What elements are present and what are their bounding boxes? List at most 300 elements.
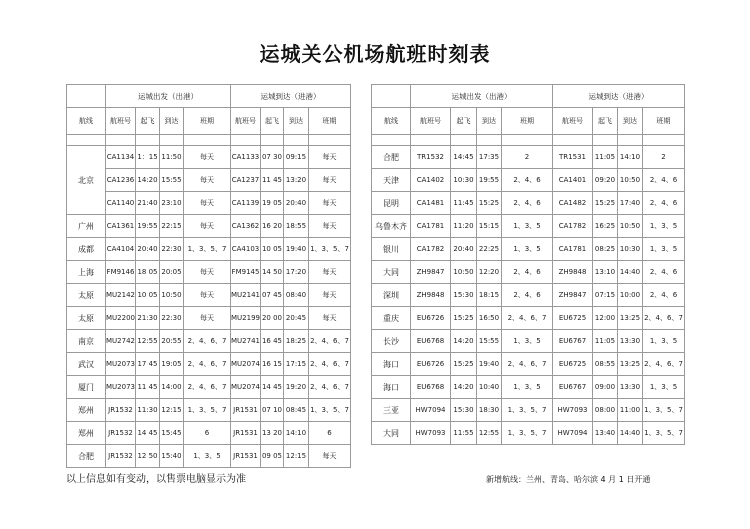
dep-flight-cell: EU6768 (411, 376, 451, 399)
dep-take-cell: 14:20 (451, 330, 477, 353)
dep-days-cell: 1、3、5 (502, 215, 553, 238)
dep-land-cell: 10:40 (477, 376, 502, 399)
dep-flight-cell: ZH9847 (411, 261, 451, 284)
page-title: 运城关公机场航班时刻表 (259, 42, 491, 66)
arrival-group-header: 运城到达（进港） (231, 85, 351, 108)
dep-take-cell: 11:30 (136, 399, 160, 422)
dep-flight-cell: CA1481 (411, 192, 451, 215)
arr-land-cell: 18:55 (284, 215, 309, 238)
dep-days-cell: 每天 (184, 192, 231, 215)
left-schedule-table (66, 84, 351, 468)
column-header-row (372, 108, 685, 135)
dep-take-cell: 15:25 (451, 307, 477, 330)
route-city: 郑州 (67, 399, 106, 422)
dep-flight-cell: MU2142 (106, 284, 136, 307)
arr-flight-cell: JR1531 (231, 399, 261, 422)
table-row (67, 192, 351, 215)
arr-take-cell: 19 05 (261, 192, 284, 215)
table-row (67, 330, 351, 353)
dep-days-cell: 2、4、6、7 (184, 376, 231, 399)
route-city: 长沙 (372, 330, 411, 353)
departure-group-header: 运城出发（出港） (411, 85, 553, 108)
dep-days-cell: 6 (184, 422, 231, 445)
dep-flight-cell: TR1532 (411, 146, 451, 169)
dep-land-cell: 15:40 (160, 445, 184, 468)
dep-land-cell: 15:55 (477, 330, 502, 353)
arr-land-cell: 17:15 (284, 353, 309, 376)
route-city: 上海 (67, 261, 106, 284)
dep-flight-cell: JR1532 (106, 422, 136, 445)
table-row (372, 330, 685, 353)
dep-land-cell: 20:05 (160, 261, 184, 284)
route-city: 海口 (372, 376, 411, 399)
dep-take-cell: 10:50 (451, 261, 477, 284)
column-header-arr-flight: 航班号 (553, 108, 593, 135)
arr-take-cell: 14 50 (261, 261, 284, 284)
spacer-cell (618, 135, 643, 146)
arr-flight-cell: ZH9847 (553, 284, 593, 307)
table-row (67, 422, 351, 445)
dep-days-cell: 每天 (184, 307, 231, 330)
arr-land-cell: 19:40 (284, 238, 309, 261)
arr-flight-cell: EU6767 (553, 330, 593, 353)
arr-take-cell: 09:00 (593, 376, 618, 399)
dep-land-cell: 19:40 (477, 353, 502, 376)
arr-flight-cell: CA1139 (231, 192, 261, 215)
table-row (372, 146, 685, 169)
arr-take-cell: 10 05 (261, 238, 284, 261)
dep-take-cell: 17 45 (136, 353, 160, 376)
arr-days-cell: 每天 (309, 169, 351, 192)
column-header-city: 航线 (372, 108, 411, 135)
table-row (372, 376, 685, 399)
arr-flight-cell: JR1531 (231, 445, 261, 468)
arr-land-cell: 08:45 (284, 399, 309, 422)
dep-days-cell: 每天 (184, 169, 231, 192)
dep-land-cell: 22:15 (160, 215, 184, 238)
dep-land-cell: 12:20 (477, 261, 502, 284)
arr-flight-cell: CA1362 (231, 215, 261, 238)
arr-days-cell: 2、4、6、7 (309, 376, 351, 399)
dep-flight-cell: JR1532 (106, 399, 136, 422)
arr-days-cell: 2、4、6、7 (309, 330, 351, 353)
dep-days-cell: 1、3、5、7 (184, 399, 231, 422)
arr-days-cell: 每天 (309, 146, 351, 169)
column-header-city: 航线 (67, 108, 106, 135)
table-row (67, 284, 351, 307)
route-city: 太原 (67, 307, 106, 330)
dep-days-cell: 2、4、6 (502, 192, 553, 215)
dep-take-cell: 12 50 (136, 445, 160, 468)
arr-land-cell: 17:20 (284, 261, 309, 284)
arr-flight-cell: EU6725 (553, 353, 593, 376)
dep-take-cell: 10:30 (451, 169, 477, 192)
header-spacer (67, 85, 106, 108)
route-city: 大同 (372, 261, 411, 284)
dep-flight-cell: CA1134 (106, 146, 136, 169)
dep-flight-cell: CA4104 (106, 238, 136, 261)
dep-land-cell: 22:30 (160, 238, 184, 261)
arr-days-cell: 1、3、5、7 (643, 399, 685, 422)
spacer-cell (106, 135, 136, 146)
dep-take-cell: 1：15 (136, 146, 160, 169)
table-row (67, 399, 351, 422)
arr-days-cell: 2、4、6 (643, 284, 685, 307)
dep-land-cell: 10:50 (160, 284, 184, 307)
route-city: 海口 (372, 353, 411, 376)
arr-days-cell: 2、4、6、7 (309, 353, 351, 376)
arr-flight-cell: CA1482 (553, 192, 593, 215)
arr-take-cell: 13 20 (261, 422, 284, 445)
table-row (372, 215, 685, 238)
dep-land-cell: 22:25 (477, 238, 502, 261)
arr-land-cell: 19:20 (284, 376, 309, 399)
route-city: 北京 (67, 146, 106, 215)
column-header-dep-days: 班期 (502, 108, 553, 135)
dep-days-cell: 1、3、5、7 (502, 422, 553, 445)
dep-days-cell: 2 (502, 146, 553, 169)
dep-land-cell: 17:35 (477, 146, 502, 169)
footer-note: 以上信息如有变动，以售票电脑显示为准 (66, 474, 246, 485)
dep-days-cell: 2、4、6、7 (502, 307, 553, 330)
spacer-row (372, 135, 685, 146)
table-row (67, 261, 351, 284)
dep-flight-cell: EU6726 (411, 307, 451, 330)
arr-days-cell: 1、3、5 (643, 238, 685, 261)
dep-flight-cell: EU6726 (411, 353, 451, 376)
dep-take-cell: 15:30 (451, 399, 477, 422)
arr-days-cell: 每天 (309, 307, 351, 330)
dep-land-cell: 12:15 (160, 399, 184, 422)
arr-flight-cell: TR1531 (553, 146, 593, 169)
arr-take-cell: 08:25 (593, 238, 618, 261)
dep-land-cell: 18:30 (477, 399, 502, 422)
arr-land-cell: 14:10 (618, 146, 643, 169)
arr-flight-cell: MU2199 (231, 307, 261, 330)
arr-days-cell: 6 (309, 422, 351, 445)
column-header-arr-flight: 航班号 (231, 108, 261, 135)
dep-flight-cell: MU2073 (106, 353, 136, 376)
column-header-row (67, 108, 351, 135)
arr-take-cell: 07:15 (593, 284, 618, 307)
table-row (372, 399, 685, 422)
arr-land-cell: 20:45 (284, 307, 309, 330)
dep-flight-cell: CA1781 (411, 215, 451, 238)
dep-land-cell: 15:25 (477, 192, 502, 215)
dep-days-cell: 1、3、5、7 (184, 238, 231, 261)
arr-take-cell: 11:05 (593, 146, 618, 169)
arr-take-cell: 16 15 (261, 353, 284, 376)
dep-take-cell: 21:30 (136, 307, 160, 330)
arr-take-cell: 11 45 (261, 169, 284, 192)
header-spacer (372, 85, 411, 108)
table-row (372, 422, 685, 445)
route-city: 重庆 (372, 307, 411, 330)
column-header-dep-flight: 航班号 (106, 108, 136, 135)
arr-days-cell: 每天 (309, 192, 351, 215)
spacer-cell (136, 135, 160, 146)
spacer-cell (553, 135, 593, 146)
arr-take-cell: 07 10 (261, 399, 284, 422)
arr-land-cell: 13:20 (284, 169, 309, 192)
dep-take-cell: 11:45 (451, 192, 477, 215)
arr-flight-cell: CA1133 (231, 146, 261, 169)
right-schedule-table (371, 84, 685, 445)
arr-land-cell: 20:40 (284, 192, 309, 215)
dep-flight-cell: EU6768 (411, 330, 451, 353)
spacer-cell (372, 135, 411, 146)
column-header-arr-days: 班期 (309, 108, 351, 135)
dep-flight-cell: HW7094 (411, 399, 451, 422)
table-row (372, 261, 685, 284)
dep-land-cell: 11:50 (160, 146, 184, 169)
dep-take-cell: 21:40 (136, 192, 160, 215)
spacer-cell (309, 135, 351, 146)
arr-flight-cell: JR1531 (231, 422, 261, 445)
arr-days-cell: 2、4、6、7 (643, 307, 685, 330)
dep-flight-cell: FM9146 (106, 261, 136, 284)
spacer-cell (184, 135, 231, 146)
dep-land-cell: 19:05 (160, 353, 184, 376)
spacer-cell (502, 135, 553, 146)
arr-land-cell: 10:00 (618, 284, 643, 307)
table-row (67, 376, 351, 399)
dep-days-cell: 1、3、5 (502, 376, 553, 399)
arr-flight-cell: EU6725 (553, 307, 593, 330)
dep-flight-cell: MU2200 (106, 307, 136, 330)
column-header-dep-land: 到达 (160, 108, 184, 135)
route-city: 合肥 (67, 445, 106, 468)
column-header-dep-take: 起飞 (136, 108, 160, 135)
spacer-row (67, 135, 351, 146)
arr-days-cell: 1、3、5、7 (309, 238, 351, 261)
dep-flight-cell: JR1532 (106, 445, 136, 468)
arr-days-cell: 1、3、5 (643, 330, 685, 353)
dep-days-cell: 每天 (184, 261, 231, 284)
dep-days-cell: 2、4、6、7 (184, 330, 231, 353)
dep-flight-cell: MU2742 (106, 330, 136, 353)
arr-flight-cell: CA1401 (553, 169, 593, 192)
arr-days-cell: 每天 (309, 284, 351, 307)
dep-land-cell: 23:10 (160, 192, 184, 215)
table-row (67, 169, 351, 192)
dep-land-cell: 22:30 (160, 307, 184, 330)
arr-days-cell: 2、4、6、7 (643, 353, 685, 376)
column-header-arr-days: 班期 (643, 108, 685, 135)
table-row (372, 307, 685, 330)
dep-take-cell: 14 45 (136, 422, 160, 445)
route-city: 郑州 (67, 422, 106, 445)
table-row (372, 169, 685, 192)
arr-land-cell: 13:25 (618, 353, 643, 376)
arr-take-cell: 08:00 (593, 399, 618, 422)
arr-take-cell: 12:00 (593, 307, 618, 330)
route-city: 天津 (372, 169, 411, 192)
dep-days-cell: 每天 (184, 146, 231, 169)
column-header-arr-land: 到达 (284, 108, 309, 135)
dep-take-cell: 20:40 (136, 238, 160, 261)
arr-flight-cell: ZH9848 (553, 261, 593, 284)
dep-flight-cell: ZH9848 (411, 284, 451, 307)
arr-land-cell: 17:40 (618, 192, 643, 215)
arr-take-cell: 08:55 (593, 353, 618, 376)
arr-days-cell: 1、3、5 (643, 215, 685, 238)
arr-land-cell: 14:40 (618, 261, 643, 284)
dep-take-cell: 14:20 (136, 169, 160, 192)
dep-days-cell: 1、3、5 (502, 238, 553, 261)
table-row (372, 353, 685, 376)
arr-take-cell: 13:40 (593, 422, 618, 445)
arr-land-cell: 10:50 (618, 169, 643, 192)
route-city: 厦门 (67, 376, 106, 399)
arr-flight-cell: FM9145 (231, 261, 261, 284)
dep-days-cell: 2、4、6、7 (502, 353, 553, 376)
arr-days-cell: 2 (643, 146, 685, 169)
route-city: 乌鲁木齐 (372, 215, 411, 238)
dep-flight-cell: CA1361 (106, 215, 136, 238)
arr-flight-cell: MU2074 (231, 376, 261, 399)
dep-take-cell: 20:40 (451, 238, 477, 261)
spacer-cell (261, 135, 284, 146)
spacer-cell (284, 135, 309, 146)
arr-days-cell: 2、4、6 (643, 169, 685, 192)
dep-land-cell: 15:45 (160, 422, 184, 445)
dep-flight-cell: CA1402 (411, 169, 451, 192)
arr-days-cell: 1、3、5、7 (309, 399, 351, 422)
dep-days-cell: 每天 (184, 215, 231, 238)
column-header-dep-take: 起飞 (451, 108, 477, 135)
arr-flight-cell: HW7094 (553, 422, 593, 445)
dep-take-cell: 12:55 (136, 330, 160, 353)
arr-flight-cell: CA1781 (553, 238, 593, 261)
arr-take-cell: 13:10 (593, 261, 618, 284)
arr-take-cell: 14 45 (261, 376, 284, 399)
dep-take-cell: 15:25 (451, 353, 477, 376)
spacer-cell (451, 135, 477, 146)
arr-days-cell: 2、4、6 (643, 192, 685, 215)
departure-group-header: 运城出发（出港） (106, 85, 231, 108)
dep-take-cell: 14:45 (451, 146, 477, 169)
dep-land-cell: 15:55 (160, 169, 184, 192)
arr-land-cell: 09:15 (284, 146, 309, 169)
arr-take-cell: 09 05 (261, 445, 284, 468)
dep-take-cell: 10 05 (136, 284, 160, 307)
arr-days-cell: 每天 (309, 445, 351, 468)
arr-land-cell: 08:40 (284, 284, 309, 307)
dep-take-cell: 14:20 (451, 376, 477, 399)
group-header-row (67, 85, 351, 108)
dep-take-cell: 15:30 (451, 284, 477, 307)
dep-flight-cell: MU2073 (106, 376, 136, 399)
route-city: 成都 (67, 238, 106, 261)
dep-take-cell: 11:55 (451, 422, 477, 445)
dep-flight-cell: CA1140 (106, 192, 136, 215)
table-row (67, 307, 351, 330)
arr-land-cell: 10:50 (618, 215, 643, 238)
dep-days-cell: 1、3、5、7 (502, 399, 553, 422)
arr-land-cell: 10:30 (618, 238, 643, 261)
route-city: 太原 (67, 284, 106, 307)
table-row (67, 353, 351, 376)
route-city: 南京 (67, 330, 106, 353)
arr-take-cell: 11:05 (593, 330, 618, 353)
column-header-dep-land: 到达 (477, 108, 502, 135)
dep-take-cell: 19:55 (136, 215, 160, 238)
arr-days-cell: 每天 (309, 261, 351, 284)
arr-land-cell: 13:30 (618, 376, 643, 399)
table-row (67, 215, 351, 238)
arr-take-cell: 15:25 (593, 192, 618, 215)
column-header-dep-days: 班期 (184, 108, 231, 135)
table-row (67, 238, 351, 261)
dep-land-cell: 16:50 (477, 307, 502, 330)
spacer-cell (160, 135, 184, 146)
arr-flight-cell: CA4103 (231, 238, 261, 261)
table-row (67, 445, 351, 468)
dep-days-cell: 每天 (184, 284, 231, 307)
route-city: 合肥 (372, 146, 411, 169)
column-header-arr-take: 起飞 (593, 108, 618, 135)
arr-flight-cell: MU2741 (231, 330, 261, 353)
arr-land-cell: 13:25 (618, 307, 643, 330)
arr-flight-cell: MU2074 (231, 353, 261, 376)
dep-land-cell: 20:55 (160, 330, 184, 353)
spacer-cell (643, 135, 685, 146)
arr-days-cell: 1、3、5、7 (643, 422, 685, 445)
arr-take-cell: 16 20 (261, 215, 284, 238)
arr-flight-cell: MU2141 (231, 284, 261, 307)
spacer-cell (593, 135, 618, 146)
arrival-group-header: 运城到达（进港） (553, 85, 685, 108)
arr-take-cell: 16:25 (593, 215, 618, 238)
arr-take-cell: 16 45 (261, 330, 284, 353)
dep-take-cell: 11:20 (451, 215, 477, 238)
spacer-cell (411, 135, 451, 146)
dep-days-cell: 2、4、6 (502, 284, 553, 307)
dep-days-cell: 1、3、5 (502, 330, 553, 353)
dep-days-cell: 2、4、6 (502, 169, 553, 192)
table-row (67, 146, 351, 169)
dep-land-cell: 12:55 (477, 422, 502, 445)
table-row (372, 284, 685, 307)
arr-land-cell: 11:00 (618, 399, 643, 422)
column-header-dep-flight: 航班号 (411, 108, 451, 135)
arr-take-cell: 07 30 (261, 146, 284, 169)
group-header-row (372, 85, 685, 108)
dep-flight-cell: CA1236 (106, 169, 136, 192)
column-header-arr-land: 到达 (618, 108, 643, 135)
route-city: 武汉 (67, 353, 106, 376)
route-city: 三亚 (372, 399, 411, 422)
arr-days-cell: 每天 (309, 215, 351, 238)
dep-land-cell: 14:00 (160, 376, 184, 399)
spacer-cell (231, 135, 261, 146)
arr-land-cell: 13:30 (618, 330, 643, 353)
dep-land-cell: 15:15 (477, 215, 502, 238)
arr-land-cell: 14:40 (618, 422, 643, 445)
dep-days-cell: 2、4、6、7 (184, 353, 231, 376)
dep-flight-cell: HW7093 (411, 422, 451, 445)
dep-land-cell: 18:15 (477, 284, 502, 307)
spacer-cell (67, 135, 106, 146)
arr-take-cell: 09:20 (593, 169, 618, 192)
arr-days-cell: 1、3、5 (643, 376, 685, 399)
arr-land-cell: 18:25 (284, 330, 309, 353)
route-city: 银川 (372, 238, 411, 261)
arr-take-cell: 07 45 (261, 284, 284, 307)
spacer-cell (477, 135, 502, 146)
new-routes-note: 新增航线：兰州、青岛、哈尔滨 4 月 1 日开通 (486, 475, 651, 484)
